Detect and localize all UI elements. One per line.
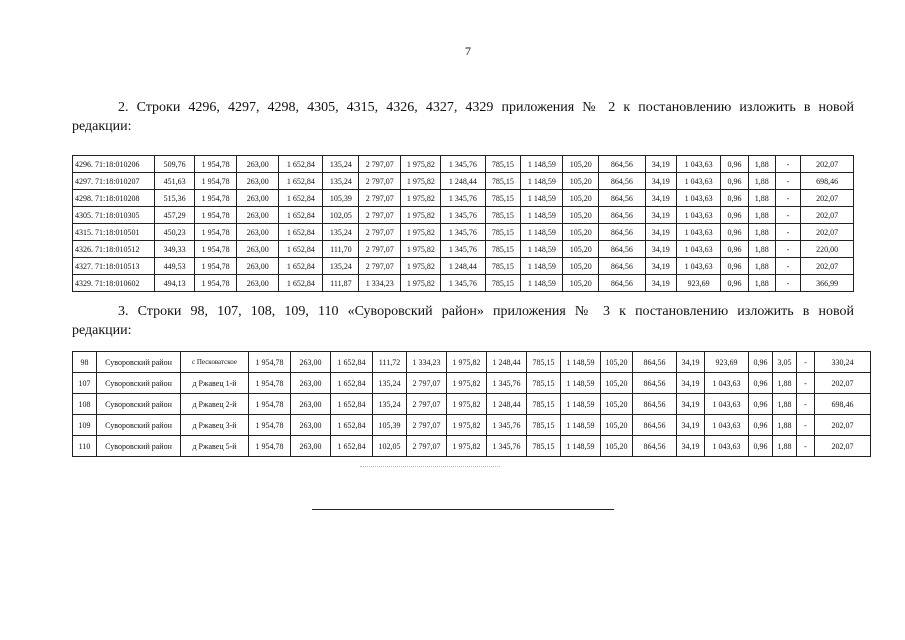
table-cell: 1 148,59 (521, 173, 563, 190)
table-row (73, 258, 854, 275)
table-cell: 1 043,63 (705, 415, 749, 436)
table-cell: - (775, 190, 800, 207)
table-cell: 109 (73, 415, 97, 436)
table-cell: 0,96 (721, 156, 748, 173)
table-cell: 1,88 (773, 415, 797, 436)
table-cell: 349,33 (155, 241, 195, 258)
table-cell: 0,96 (749, 373, 773, 394)
table-cell: 1 345,76 (441, 275, 485, 292)
table-cell: - (797, 415, 815, 436)
table-cell: 1 975,82 (401, 275, 441, 292)
table-cell: 1 148,59 (561, 394, 601, 415)
table-cell: 1 975,82 (447, 394, 487, 415)
table-cell: 34,19 (645, 224, 677, 241)
table-cell: 105,20 (563, 173, 599, 190)
table-cell: 105,20 (563, 156, 599, 173)
table-cell: 1 652,84 (279, 190, 323, 207)
table-cell: 34,19 (677, 352, 705, 373)
table-cell: 1,88 (748, 275, 775, 292)
table-cell: 698,46 (801, 173, 854, 190)
table-cell: 4315. 71:18:010501 (73, 224, 155, 241)
table-cell: 366,99 (801, 275, 854, 292)
table-cell: 864,56 (633, 415, 677, 436)
table-cell: 4298. 71:18:010208 (73, 190, 155, 207)
table-cell: 785,15 (527, 394, 561, 415)
table-cell: 263,00 (237, 156, 279, 173)
table-cell: 105,20 (563, 258, 599, 275)
table-cell: 1 148,59 (521, 190, 563, 207)
table-cell: 785,15 (485, 207, 521, 224)
table-cell: 105,20 (601, 373, 633, 394)
table-cell: 34,19 (645, 190, 677, 207)
table-cell: Суворовский район (97, 436, 181, 457)
table-cell: 515,36 (155, 190, 195, 207)
table-cell: - (775, 241, 800, 258)
table-cell: 1 148,59 (521, 224, 563, 241)
table-cell: Суворовский район (97, 394, 181, 415)
table-cell: 263,00 (291, 373, 331, 394)
table-cell: 1 148,59 (521, 275, 563, 292)
table-cell: 2 797,07 (359, 241, 401, 258)
table-cell: 34,19 (645, 241, 677, 258)
table-cell: 0,96 (721, 275, 748, 292)
table-cell: 34,19 (645, 275, 677, 292)
separator-line (312, 509, 614, 510)
table-cell: 0,96 (721, 224, 748, 241)
table-cell: - (775, 224, 800, 241)
page-number: 7 (465, 44, 471, 58)
table-cell: 105,39 (373, 415, 407, 436)
table-cell: 1 954,78 (249, 373, 291, 394)
table-cell: 923,69 (677, 275, 721, 292)
table-cell: 785,15 (485, 258, 521, 275)
table-cell: 864,56 (633, 373, 677, 394)
table-cell: д Ржавец 2-й (181, 394, 249, 415)
table-cell: 1 954,78 (195, 190, 237, 207)
table-cell: 105,20 (601, 415, 633, 436)
table-cell: 1 345,76 (487, 436, 527, 457)
table-cell: 135,24 (323, 173, 359, 190)
table-cell: 263,00 (237, 258, 279, 275)
table-cell: 864,56 (599, 207, 645, 224)
table-cell: 785,15 (485, 173, 521, 190)
table-cell: 1 043,63 (677, 156, 721, 173)
table-cell: 1,88 (748, 156, 775, 173)
table-cell: 1 954,78 (195, 224, 237, 241)
table-cell: - (797, 394, 815, 415)
table-cell: 1 975,82 (447, 415, 487, 436)
table-cell: 108 (73, 394, 97, 415)
section-3-heading (72, 302, 854, 340)
table-cell: 864,56 (633, 436, 677, 457)
table-cell: 864,56 (599, 258, 645, 275)
table-cell: 1 043,63 (705, 394, 749, 415)
table-cell: 202,07 (815, 436, 871, 457)
table-cell: 785,15 (485, 241, 521, 258)
table-appendix-2-body (73, 156, 854, 292)
table-cell: 202,07 (801, 190, 854, 207)
table-cell: д Ржавец 5-й (181, 436, 249, 457)
table-cell: 1,88 (748, 241, 775, 258)
table-cell: 0,96 (749, 415, 773, 436)
table-cell: 1 248,44 (487, 394, 527, 415)
table-cell: 1 652,84 (279, 224, 323, 241)
table-cell: 0,96 (749, 394, 773, 415)
table-cell: 111,70 (323, 241, 359, 258)
table-cell: 1 334,23 (407, 352, 447, 373)
table-cell: 449,53 (155, 258, 195, 275)
table-cell: 4296. 71:18:010206 (73, 156, 155, 173)
table-cell: 1 345,76 (487, 415, 527, 436)
table-cell: д Ржавец 3-й (181, 415, 249, 436)
table-cell: 98 (73, 352, 97, 373)
table-appendix-3 (72, 351, 871, 457)
table-cell: 1 148,59 (561, 415, 601, 436)
table-cell: 1,88 (773, 436, 797, 457)
table-cell: 1 975,82 (401, 258, 441, 275)
table-cell: 263,00 (237, 275, 279, 292)
table-cell: 864,56 (599, 224, 645, 241)
table-cell: с Песковатское (181, 352, 249, 373)
table-cell: 450,23 (155, 224, 195, 241)
table-cell: 4327. 71:18:010513 (73, 258, 155, 275)
table-cell: 785,15 (485, 190, 521, 207)
table-cell: 1 148,59 (521, 258, 563, 275)
table-row (73, 275, 854, 292)
table-cell: 4326. 71:18:010512 (73, 241, 155, 258)
table-cell: 202,07 (801, 258, 854, 275)
table-cell: 1 043,63 (677, 173, 721, 190)
table-cell: 105,20 (563, 224, 599, 241)
table-appendix-3-body (73, 352, 871, 457)
table-cell: 1 043,63 (677, 190, 721, 207)
table-cell: 1 334,23 (359, 275, 401, 292)
table-cell: 1 345,76 (441, 241, 485, 258)
table-cell: 1 345,76 (441, 190, 485, 207)
table-cell: 2 797,07 (407, 436, 447, 457)
table-cell: 1 148,59 (561, 352, 601, 373)
table-cell: 1 975,82 (447, 352, 487, 373)
table-cell: 1 954,78 (249, 436, 291, 457)
table-cell: 220,00 (801, 241, 854, 258)
table-cell: 202,07 (815, 373, 871, 394)
table-cell: 111,87 (323, 275, 359, 292)
table-cell: 0,96 (749, 436, 773, 457)
table-row (73, 156, 854, 173)
table-cell: 34,19 (677, 415, 705, 436)
table-cell: 34,19 (645, 173, 677, 190)
table-cell: 263,00 (237, 224, 279, 241)
table-cell: 1 975,82 (401, 190, 441, 207)
table-cell: 1,88 (748, 258, 775, 275)
table-cell: 0,96 (721, 190, 748, 207)
table-cell: 1 248,44 (441, 258, 485, 275)
table-cell: 0,96 (721, 258, 748, 275)
table-cell: 105,20 (563, 241, 599, 258)
table-cell: 105,20 (563, 190, 599, 207)
table-cell: 2 797,07 (359, 156, 401, 173)
table-cell: 1 652,84 (331, 394, 373, 415)
table-cell: 785,15 (527, 352, 561, 373)
table-cell: 1 652,84 (279, 207, 323, 224)
table-cell: - (797, 436, 815, 457)
table-cell: 1 954,78 (195, 275, 237, 292)
table-row (73, 436, 871, 457)
table-cell: 2 797,07 (407, 373, 447, 394)
table-cell: 1 954,78 (195, 207, 237, 224)
table-cell: 2 797,07 (359, 207, 401, 224)
table-cell: 2 797,07 (407, 415, 447, 436)
table-cell: 105,20 (563, 207, 599, 224)
table-cell: 107 (73, 373, 97, 394)
table-cell: 1 954,78 (249, 394, 291, 415)
table-cell: 1 954,78 (249, 415, 291, 436)
table-cell: 34,19 (645, 258, 677, 275)
table-row (73, 415, 871, 436)
table-cell: 1 652,84 (279, 241, 323, 258)
table-cell: 1,88 (748, 173, 775, 190)
table-cell: 135,24 (323, 258, 359, 275)
table-cell: 1 975,82 (447, 436, 487, 457)
table-cell: 1 975,82 (401, 241, 441, 258)
section-2-heading-line1: 2. Строки 4296, 4297, 4298, 4305, 4315, 4326, 4327, 4329 приложения № 2 к постановлению изложить в новой (118, 100, 854, 115)
table-cell: 34,19 (677, 436, 705, 457)
table-cell: 263,00 (237, 241, 279, 258)
table-cell: 1 345,76 (441, 207, 485, 224)
table-cell: 1 148,59 (561, 373, 601, 394)
table-cell: 34,19 (645, 156, 677, 173)
table-cell: 105,39 (323, 190, 359, 207)
table-cell: 1 248,44 (487, 352, 527, 373)
table-cell: 263,00 (291, 352, 331, 373)
table-row (73, 394, 871, 415)
table-cell: 1 148,59 (561, 436, 601, 457)
table-cell: 0,96 (721, 241, 748, 258)
table-cell: - (775, 207, 800, 224)
table-cell: 2 797,07 (359, 190, 401, 207)
table-appendix-2 (72, 155, 854, 292)
table-cell: 2 797,07 (407, 394, 447, 415)
table-cell: 1,88 (748, 207, 775, 224)
table-cell: д Ржавец 1-й (181, 373, 249, 394)
table-cell: 864,56 (633, 394, 677, 415)
table-cell: 111,72 (373, 352, 407, 373)
table-cell: 785,15 (485, 275, 521, 292)
table-cell: 330,24 (815, 352, 871, 373)
table-cell: 1,88 (773, 373, 797, 394)
table-cell: 1 043,63 (677, 241, 721, 258)
table-cell: 1,88 (748, 190, 775, 207)
table-cell: 202,07 (801, 207, 854, 224)
table-cell: 451,63 (155, 173, 195, 190)
table-cell: 1 975,82 (401, 224, 441, 241)
table-cell: - (775, 275, 800, 292)
table-cell: 263,00 (237, 190, 279, 207)
table-cell: 2 797,07 (359, 173, 401, 190)
table-cell: 1 148,59 (521, 241, 563, 258)
table-cell: 34,19 (677, 373, 705, 394)
table-cell: 494,13 (155, 275, 195, 292)
table-cell: 864,56 (599, 173, 645, 190)
table-cell: 864,56 (633, 352, 677, 373)
table-cell: 135,24 (323, 156, 359, 173)
table-cell: 864,56 (599, 156, 645, 173)
table-cell: 1 148,59 (521, 207, 563, 224)
table-cell: 698,46 (815, 394, 871, 415)
table-cell: 202,07 (801, 156, 854, 173)
table-cell: - (775, 156, 800, 173)
faint-dotted-mark (360, 466, 500, 467)
table-cell: 102,05 (323, 207, 359, 224)
table-cell: 0,96 (749, 352, 773, 373)
table-cell: 1 954,78 (195, 258, 237, 275)
table-cell: 1 652,84 (331, 352, 373, 373)
table-cell: 0,96 (721, 207, 748, 224)
table-cell: 34,19 (645, 207, 677, 224)
table-cell: 263,00 (237, 173, 279, 190)
table-cell: 457,29 (155, 207, 195, 224)
table-cell: 263,00 (237, 207, 279, 224)
table-cell: 785,15 (485, 156, 521, 173)
table-cell: - (775, 173, 800, 190)
table-cell: 263,00 (291, 415, 331, 436)
table-cell: 105,20 (563, 275, 599, 292)
table-cell: 1 345,76 (441, 156, 485, 173)
section-3-heading-line1: 3. Строки 98, 107, 108, 109, 110 «Суворовский район» приложения № 3 к постановлению изложить в новой (118, 304, 854, 319)
table-cell: 2 797,07 (359, 258, 401, 275)
table-cell: 1 652,84 (279, 173, 323, 190)
section-3-heading-line2: редакции: (72, 323, 132, 338)
table-cell: 1 345,76 (441, 224, 485, 241)
table-row (73, 224, 854, 241)
table-cell: 923,69 (705, 352, 749, 373)
table-cell: 509,76 (155, 156, 195, 173)
table-cell: 864,56 (599, 190, 645, 207)
table-cell: 1 975,82 (401, 173, 441, 190)
table-cell: - (775, 258, 800, 275)
table-cell: 1 043,63 (677, 224, 721, 241)
table-row (73, 241, 854, 258)
table-row (73, 352, 871, 373)
table-cell: 1 043,63 (705, 436, 749, 457)
table-cell: 1 652,84 (279, 275, 323, 292)
table-cell: 34,19 (677, 394, 705, 415)
table-cell: 1 975,82 (401, 207, 441, 224)
table-cell: 785,15 (527, 415, 561, 436)
table-cell: 202,07 (801, 224, 854, 241)
table-cell: Суворовский район (97, 373, 181, 394)
table-cell: 202,07 (815, 415, 871, 436)
table-row (73, 190, 854, 207)
table-row (73, 373, 871, 394)
table-cell: 1 345,76 (487, 373, 527, 394)
table-cell: 4305. 71:18:010305 (73, 207, 155, 224)
table-cell: 1 954,78 (249, 352, 291, 373)
table-cell: 105,20 (601, 436, 633, 457)
table-cell: Суворовский район (97, 415, 181, 436)
table-cell: 1 652,84 (331, 373, 373, 394)
table-cell: 864,56 (599, 275, 645, 292)
table-cell: 1 248,44 (441, 173, 485, 190)
table-cell: 1 975,82 (401, 156, 441, 173)
table-cell: 135,24 (373, 373, 407, 394)
table-cell: 135,24 (373, 394, 407, 415)
table-cell: Суворовский район (97, 352, 181, 373)
table-cell: 785,15 (527, 436, 561, 457)
table-cell: - (797, 373, 815, 394)
table-cell: 1,88 (748, 224, 775, 241)
table-cell: 110 (73, 436, 97, 457)
section-2-heading-line2: редакции: (72, 119, 132, 134)
table-cell: 4329. 71:18:010602 (73, 275, 155, 292)
table-cell: 263,00 (291, 394, 331, 415)
section-2-heading (72, 98, 854, 136)
table-cell: 105,20 (601, 352, 633, 373)
table-cell: 1 652,84 (331, 415, 373, 436)
table-cell: 1 954,78 (195, 156, 237, 173)
table-cell: 135,24 (323, 224, 359, 241)
table-cell: 105,20 (601, 394, 633, 415)
table-cell: 1 148,59 (521, 156, 563, 173)
table-cell: 1 043,63 (677, 207, 721, 224)
table-cell: 102,05 (373, 436, 407, 457)
table-cell: 1 954,78 (195, 241, 237, 258)
table-cell: 1 954,78 (195, 173, 237, 190)
table-cell: 1 975,82 (447, 373, 487, 394)
table-cell: 1,88 (773, 394, 797, 415)
table-cell: 2 797,07 (359, 224, 401, 241)
table-cell: 1 652,84 (331, 436, 373, 457)
table-cell: 785,15 (485, 224, 521, 241)
table-cell: 1 652,84 (279, 258, 323, 275)
table-cell: 1 043,63 (705, 373, 749, 394)
table-cell: 0,96 (721, 173, 748, 190)
table-cell: 1 043,63 (677, 258, 721, 275)
table-cell: 3,05 (773, 352, 797, 373)
table-cell: 4297. 71:18:010207 (73, 173, 155, 190)
table-cell: 263,00 (291, 436, 331, 457)
table-row (73, 207, 854, 224)
table-cell: 1 652,84 (279, 156, 323, 173)
table-cell: 864,56 (599, 241, 645, 258)
table-cell: - (797, 352, 815, 373)
table-row (73, 173, 854, 190)
table-cell: 785,15 (527, 373, 561, 394)
